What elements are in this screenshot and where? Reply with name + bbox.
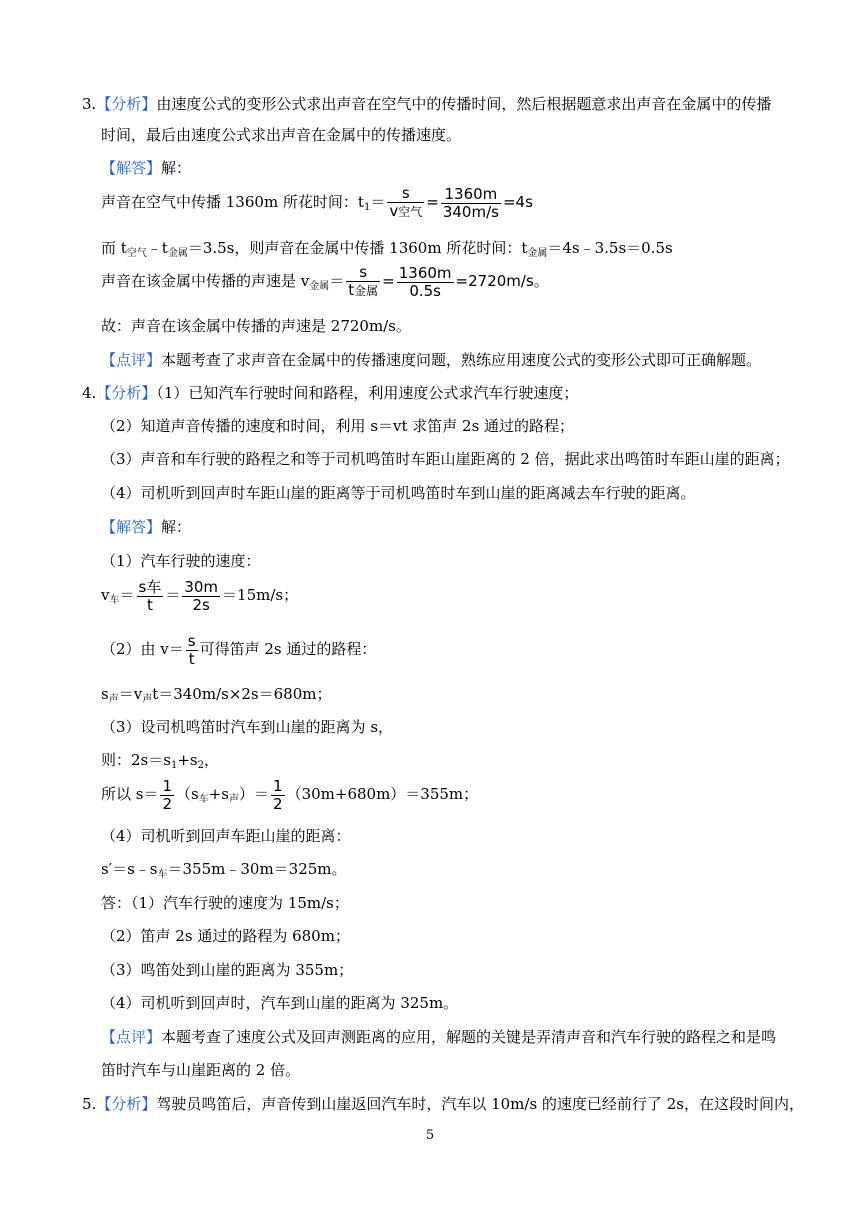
q3-fraction-1360-over-340 bbox=[441, 186, 501, 221]
q3-f3-num: s bbox=[346, 264, 380, 282]
q4-s3-then-c: ， bbox=[203, 751, 219, 769]
q4-s3-then-b: +s bbox=[177, 751, 198, 769]
q3-fraction-s-over-t-metal bbox=[346, 264, 380, 300]
q4-s3-then-sub2: 2 bbox=[197, 760, 204, 771]
q3-answer-tag: 【解答】 bbox=[101, 159, 162, 177]
q4-comment-line-1 bbox=[101, 1027, 776, 1047]
q4-step-3-so bbox=[101, 777, 478, 817]
q4-s3-so-sub2: 声 bbox=[229, 794, 239, 805]
q4-answer-4: （4）司机听到回声时，汽车到山崖的距离为 325m。 bbox=[101, 994, 459, 1012]
q4-fa-den: t bbox=[146, 595, 153, 614]
q4-s2-b: 可得笛声 2s 通过的路程： bbox=[199, 640, 377, 658]
q4-analysis-3: （3）声音和车行驶的路程之和等于司机鸣笛时车距山崖距离的 2 倍，据此求出鸣笛时车距山崖的距离； bbox=[101, 450, 790, 468]
q3-formula-line-1 bbox=[101, 185, 533, 225]
q4-step-4-calc bbox=[101, 859, 347, 885]
q4-s3-so-d: ）＝ bbox=[239, 785, 270, 803]
q4-comment-line-2: 笛时汽车与山崖距离的 2 倍。 bbox=[101, 1061, 301, 1079]
q4-s3-then-sub1: 1 bbox=[170, 760, 178, 771]
q3-l1-eq2: = bbox=[426, 193, 439, 211]
q3-analysis-tag: 【分析】 bbox=[96, 95, 157, 113]
q3-f3-den-main: t bbox=[348, 281, 355, 299]
q4-v-eq: ＝ bbox=[119, 586, 135, 604]
q4-fraction-30-over-2 bbox=[182, 579, 220, 614]
q3-l2-sub2: 金属 bbox=[167, 248, 188, 259]
q4-analysis-line-1 bbox=[82, 383, 578, 403]
q4-s3-so-sub1: 车 bbox=[198, 794, 209, 805]
q4-answer-heading bbox=[101, 517, 191, 537]
q3-fraction-1360-over-0.5 bbox=[397, 265, 454, 300]
q3-f1-den-main: v bbox=[389, 202, 399, 220]
q5-analysis-tag: 【分析】 bbox=[96, 1095, 157, 1113]
q4-analysis-tag: 【分析】 bbox=[96, 384, 157, 402]
q4-fraction-one-half-b bbox=[271, 778, 285, 813]
q4-answer-3: （3）鸣笛处到山崖的距离为 355m； bbox=[101, 961, 354, 979]
q4-answer-tag: 【解答】 bbox=[101, 518, 162, 536]
q3-number: 3. bbox=[82, 95, 97, 113]
q3-l2-sub3: 金属 bbox=[527, 248, 548, 259]
q4-fraction-s-over-t bbox=[186, 633, 198, 668]
q4-fd-num: 1 bbox=[162, 776, 173, 795]
q4-fa-num: s车 bbox=[138, 577, 162, 596]
q3-f1-den-sub: 空气 bbox=[398, 205, 423, 219]
q3-l1-result: =4s bbox=[502, 193, 533, 211]
q4-s2-a: （2）由 v＝ bbox=[101, 640, 184, 658]
q3-l2-b: ﹣t bbox=[146, 239, 168, 257]
q4-fe-num: 1 bbox=[273, 776, 283, 795]
q3-f1-num: s bbox=[387, 185, 424, 203]
q3-l2-d: ＝4s﹣3.5s＝0.5s bbox=[547, 239, 673, 257]
q3-fraction-s-over-v-air bbox=[387, 185, 424, 221]
q4-step-3-then bbox=[101, 750, 219, 776]
q4-s3-so-e: （30m+680m）＝355m； bbox=[286, 785, 479, 803]
q4-comment-tag: 【点评】 bbox=[101, 1028, 162, 1046]
page-number: 5 bbox=[425, 1128, 435, 1143]
q3-comment bbox=[101, 350, 761, 370]
q4-velocity-formula bbox=[101, 578, 298, 618]
q4-s4-line-b: ＝355m﹣30m＝325m。 bbox=[167, 860, 347, 878]
q4-fraction-one-half-a bbox=[160, 778, 174, 813]
q3-analysis-text-1: 由速度公式的变形公式求出声音在空气中的传播时间，然后根据题意求出声音在金属中的传播 bbox=[156, 95, 772, 113]
q4-step-1: （1）汽车行驶的速度： bbox=[101, 552, 261, 570]
q3-l1-eq: ＝ bbox=[370, 193, 386, 211]
q3-f2-num: 1360m bbox=[441, 186, 501, 204]
q4-analysis-2: （2）知道声音传播的速度和时间，利用 s＝vt 求笛声 2s 通过的路程； bbox=[101, 417, 575, 435]
q3-l3-text: 声音在该金属中传播的声速是 v bbox=[101, 272, 310, 290]
q4-s3-then-a: 则：2s＝s bbox=[101, 751, 171, 769]
q3-l3-result: =2720m/s。 bbox=[455, 272, 549, 290]
q4-s2-line-a: s bbox=[101, 685, 109, 703]
q4-v-sub: 车 bbox=[109, 595, 120, 606]
q3-comment-text: 本题考查了求声音在金属中的传播速度问题，熟练应用速度公式的变形公式即可正确解题。 bbox=[161, 351, 762, 369]
q3-l2-a: 而 t bbox=[101, 239, 127, 257]
q4-answer-1: 答：（1）汽车行驶的速度为 15m/s； bbox=[101, 894, 349, 912]
q4-s4-line-sub: 车 bbox=[157, 869, 168, 880]
q3-formula-line-2 bbox=[101, 238, 673, 264]
q3-l1-sub: 1 bbox=[363, 202, 371, 213]
q4-number: 4. bbox=[82, 384, 97, 402]
q5-number: 5. bbox=[82, 1095, 97, 1113]
q4-s3-so-b: （s bbox=[176, 785, 199, 803]
q3-f4-num: 1360m bbox=[398, 263, 452, 282]
q3-answer-intro: 解： bbox=[161, 159, 192, 177]
q3-analysis-line-2: 时间，最后由速度公式求出声音在金属中的传播速度。 bbox=[101, 126, 462, 144]
q4-v-result: ＝15m/s； bbox=[222, 586, 299, 604]
q4-fe-den: 2 bbox=[273, 794, 283, 813]
q3-l3-eq2: = bbox=[382, 272, 395, 290]
q4-step-3: （3）设司机鸣笛时汽车到山崖的距离为 s， bbox=[101, 718, 394, 736]
q3-f3-den-sub: 金属 bbox=[354, 284, 379, 298]
q4-step-2 bbox=[101, 632, 376, 668]
q4-v-eq2: ＝ bbox=[165, 586, 181, 604]
q4-s3-so-c: +s bbox=[208, 785, 229, 803]
q3-l1-text: 声音在空气中传播 1360m 所花时间：t bbox=[101, 193, 364, 211]
q4-s2-sub2: 声 bbox=[142, 694, 153, 705]
q3-f2-den: 340m/s bbox=[442, 202, 499, 221]
q4-s4-line-a: s′＝s﹣s bbox=[101, 860, 158, 878]
q4-analysis-1: （1）已知汽车行驶时间和路程，利用速度公式求汽车行驶速度； bbox=[156, 384, 579, 402]
q4-answer-intro: 解： bbox=[161, 518, 192, 536]
q3-l3-sub: 金属 bbox=[309, 281, 330, 292]
q3-conclusion: 故：声音在该金属中传播的声速是 2720m/s。 bbox=[101, 317, 411, 335]
q4-fc-num: s bbox=[187, 631, 196, 650]
q3-analysis-line-1 bbox=[82, 94, 771, 114]
q3-l3-eq: ＝ bbox=[329, 272, 345, 290]
q5-analysis-line-1 bbox=[82, 1094, 804, 1114]
q4-s3-so-a: 所以 s＝ bbox=[101, 785, 159, 803]
q4-fraction-s-car-over-t bbox=[137, 579, 164, 614]
q4-fb-den: 2s bbox=[192, 595, 210, 614]
q4-step-2-calc bbox=[101, 684, 332, 710]
q4-s2-line-b: ＝v bbox=[118, 685, 143, 703]
q3-l2-c: ＝3.5s，则声音在金属中传播 1360m 所花时间：t bbox=[187, 239, 528, 257]
q5-analysis-text-1: 驾驶员鸣笛后，声音传到山崖返回汽车时，汽车以 10m/s 的速度已经前行了 2s，在这段时间内， bbox=[156, 1095, 804, 1113]
q3-f4-den: 0.5s bbox=[409, 281, 441, 300]
q4-comment-text-1: 本题考查了速度公式及回声测距离的应用，解题的关键是弄清声音和汽车行驶的路程之和是鸣 bbox=[161, 1028, 777, 1046]
q3-comment-tag: 【点评】 bbox=[101, 351, 162, 369]
q4-fd-den: 2 bbox=[162, 794, 173, 813]
q4-answer-2: （2）笛声 2s 通过的路程为 680m； bbox=[101, 927, 350, 945]
q4-step-4: （4）司机听到回声车距山崖的距离： bbox=[101, 827, 351, 845]
q4-analysis-4: （4）司机听到回声时车距山崖的距离等于司机鸣笛时车到山崖的距离减去车行驶的距离。 bbox=[101, 484, 696, 502]
q4-s2-sub1: 声 bbox=[108, 694, 119, 705]
q3-l2-sub1: 空气 bbox=[126, 248, 147, 259]
q4-s2-line-c: t＝340m/s×2s＝680m； bbox=[152, 685, 332, 703]
q3-answer-heading bbox=[101, 158, 191, 178]
q4-v-main: v bbox=[101, 586, 110, 604]
q4-fb-num: 30m bbox=[184, 577, 219, 596]
q3-formula-line-3 bbox=[101, 264, 549, 304]
q4-fc-den: t bbox=[188, 649, 195, 668]
